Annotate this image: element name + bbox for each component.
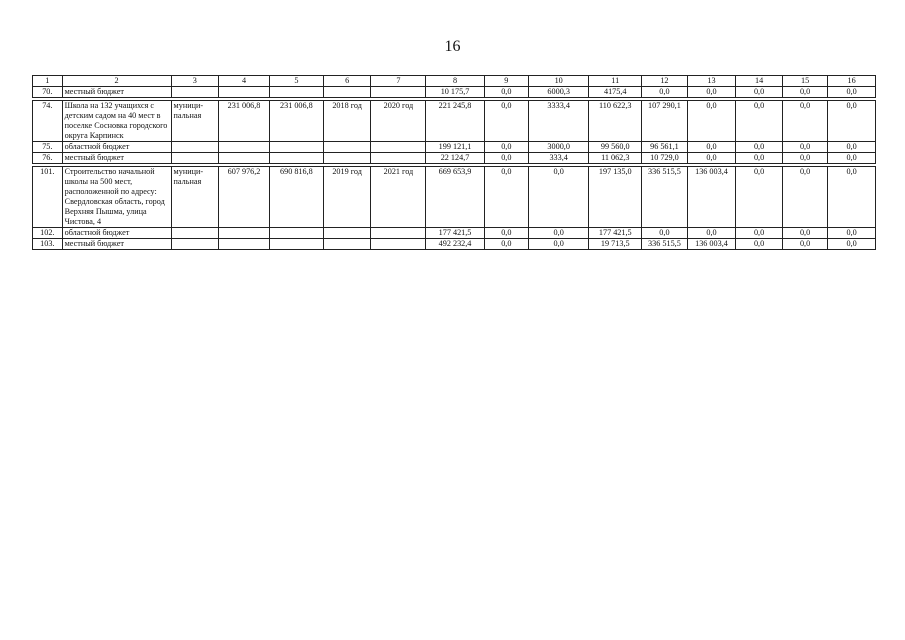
table-cell: 0,0 — [687, 228, 736, 239]
budget-table — [32, 75, 876, 250]
table-cell: 10 175,7 — [426, 87, 484, 98]
table-cell: 0,0 — [828, 142, 876, 153]
table-cell: 0,0 — [782, 87, 827, 98]
table-cell: 0,0 — [782, 153, 827, 164]
header-cell: 5 — [269, 76, 323, 87]
table-cell: 607 976,2 — [219, 167, 270, 228]
table-cell: 0,0 — [828, 228, 876, 239]
table-cell: 669 653,9 — [426, 167, 484, 228]
table-cell: 221 245,8 — [426, 101, 484, 142]
table-cell: 0,0 — [736, 101, 783, 142]
table-cell: 231 006,8 — [219, 101, 270, 142]
table-cell: 96 561,1 — [642, 142, 687, 153]
table-cell: 3000,0 — [529, 142, 589, 153]
table-cell: 0,0 — [484, 167, 528, 228]
row-title-cell: областной бюджет — [62, 142, 171, 153]
row-number-cell: 70. — [33, 87, 63, 98]
table-cell: 6000,3 — [529, 87, 589, 98]
table-cell — [371, 153, 426, 164]
table-cell — [219, 142, 270, 153]
table-cell: 0,0 — [529, 228, 589, 239]
header-cell: 11 — [589, 76, 642, 87]
table-cell: 0,0 — [484, 228, 528, 239]
table-cell: 0,0 — [484, 142, 528, 153]
table-cell — [219, 239, 270, 250]
table-cell: 333,4 — [529, 153, 589, 164]
table-row — [33, 87, 876, 98]
table-cell: 336 515,5 — [642, 167, 687, 228]
table-cell: 3333,4 — [529, 101, 589, 142]
table-cell: 0,0 — [736, 228, 783, 239]
header-cell: 9 — [484, 76, 528, 87]
table-cell: 0,0 — [529, 167, 589, 228]
table-cell: 10 729,0 — [642, 153, 687, 164]
header-cell: 10 — [529, 76, 589, 87]
table-cell — [323, 239, 371, 250]
row-title-cell: местный бюджет — [62, 87, 171, 98]
table-cell: 0,0 — [736, 87, 783, 98]
table-cell: 492 232,4 — [426, 239, 484, 250]
row-number-cell: 102. — [33, 228, 63, 239]
table-cell: 0,0 — [484, 153, 528, 164]
table-cell: 2021 год — [371, 167, 426, 228]
table-cell: 177 421,5 — [426, 228, 484, 239]
table-row — [33, 167, 876, 228]
table-cell — [219, 87, 270, 98]
table-cell: 11 062,3 — [589, 153, 642, 164]
table-cell: 0,0 — [642, 87, 687, 98]
table-cell: 2019 год — [323, 167, 371, 228]
table-cell: 0,0 — [687, 101, 736, 142]
row-title-cell: местный бюджет — [62, 239, 171, 250]
table-cell — [371, 239, 426, 250]
table-cell — [269, 142, 323, 153]
table-cell: 0,0 — [782, 142, 827, 153]
table-cell — [171, 239, 219, 250]
table-cell: 99 560,0 — [589, 142, 642, 153]
table-cell: 136 003,4 — [687, 167, 736, 228]
row-title-cell: Строительство начальной школы на 500 мест, расположенной по адресу: Свердловская область, город Верхняя Пышма, улица Чистова, 4 — [62, 167, 171, 228]
row-number-cell: 76. — [33, 153, 63, 164]
table-cell: 0,0 — [736, 142, 783, 153]
header-cell: 3 — [171, 76, 219, 87]
table-cell — [323, 153, 371, 164]
table-cell: 177 421,5 — [589, 228, 642, 239]
table-cell: 0,0 — [828, 101, 876, 142]
header-cell: 2 — [62, 76, 171, 87]
table-row — [33, 142, 876, 153]
table-cell — [269, 228, 323, 239]
table-cell: 0,0 — [736, 153, 783, 164]
table-cell — [269, 87, 323, 98]
header-cell: 15 — [782, 76, 827, 87]
table-cell: 0,0 — [484, 239, 528, 250]
table-cell: 0,0 — [484, 87, 528, 98]
table-cell: 0,0 — [828, 167, 876, 228]
table-cell — [269, 239, 323, 250]
header-cell: 4 — [219, 76, 270, 87]
table-cell: 110 622,3 — [589, 101, 642, 142]
table-row — [33, 153, 876, 164]
header-cell: 12 — [642, 76, 687, 87]
table-cell — [371, 87, 426, 98]
table-cell — [219, 153, 270, 164]
table-cell: 336 515,5 — [642, 239, 687, 250]
table-cell: 0,0 — [782, 167, 827, 228]
table-cell: 0,0 — [687, 87, 736, 98]
table-cell — [371, 228, 426, 239]
row-number-cell: 103. — [33, 239, 63, 250]
page-number: 16 — [444, 38, 461, 55]
table-cell — [219, 228, 270, 239]
table-cell — [323, 142, 371, 153]
table-cell: 199 121,1 — [426, 142, 484, 153]
header-cell: 14 — [736, 76, 783, 87]
table-cell: 22 124,7 — [426, 153, 484, 164]
row-title-cell: местный бюджет — [62, 153, 171, 164]
table-cell: 0,0 — [782, 101, 827, 142]
header-cell: 7 — [371, 76, 426, 87]
table-cell: 2020 год — [371, 101, 426, 142]
row-number-cell: 74. — [33, 101, 63, 142]
table-cell: 107 290,1 — [642, 101, 687, 142]
table-cell — [323, 228, 371, 239]
table-cell: 136 003,4 — [687, 239, 736, 250]
row-title-cell: областной бюджет — [62, 228, 171, 239]
table-cell — [269, 153, 323, 164]
table-cell: 197 135,0 — [589, 167, 642, 228]
table-cell: 0,0 — [782, 228, 827, 239]
table-cell — [171, 87, 219, 98]
table-cell: 0,0 — [782, 239, 827, 250]
header-cell: 6 — [323, 76, 371, 87]
table-cell: 0,0 — [828, 153, 876, 164]
row-title-cell: Школа на 132 учащихся с детским садом на 40 мест в поселке Сосновка городского округа Карпинск — [62, 101, 171, 142]
table-cell: 2018 год — [323, 101, 371, 142]
table-cell: 0,0 — [736, 239, 783, 250]
table-cell: 19 713,5 — [589, 239, 642, 250]
table-cell: 690 816,8 — [269, 167, 323, 228]
table-cell: муници-пальная — [171, 101, 219, 142]
table-row — [33, 101, 876, 142]
table-row — [33, 228, 876, 239]
header-cell: 13 — [687, 76, 736, 87]
table-cell — [371, 142, 426, 153]
table-cell: 0,0 — [529, 239, 589, 250]
row-number-cell: 101. — [33, 167, 63, 228]
table-cell: 0,0 — [828, 239, 876, 250]
header-cell: 16 — [828, 76, 876, 87]
table-cell — [171, 153, 219, 164]
table-row — [33, 239, 876, 250]
table-cell — [171, 142, 219, 153]
table-cell: муници-пальная — [171, 167, 219, 228]
table-cell: 0,0 — [687, 142, 736, 153]
table-header-row — [33, 76, 876, 87]
table-cell: 231 006,8 — [269, 101, 323, 142]
table-cell — [171, 228, 219, 239]
table-cell: 0,0 — [687, 153, 736, 164]
table-cell: 4175,4 — [589, 87, 642, 98]
table-cell: 0,0 — [736, 167, 783, 228]
table-cell: 0,0 — [484, 101, 528, 142]
header-cell: 1 — [33, 76, 63, 87]
table-cell — [323, 87, 371, 98]
row-number-cell: 75. — [33, 142, 63, 153]
header-cell: 8 — [426, 76, 484, 87]
table-cell: 0,0 — [828, 87, 876, 98]
table-cell: 0,0 — [642, 228, 687, 239]
